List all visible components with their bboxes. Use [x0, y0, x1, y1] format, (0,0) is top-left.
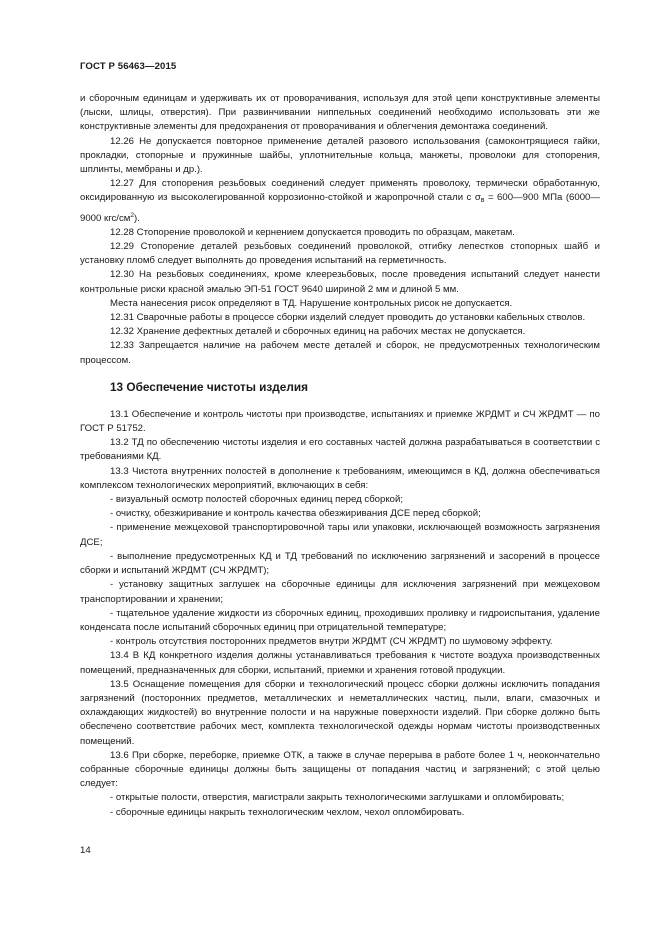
paragraph-12-29: 12.29 Стопорение деталей резьбовых соединений проволокой, отгибку лепестков стопорных шайб и установку пломб следует выполнять до проведения испытаний на герметичность.: [80, 241, 600, 267]
paragraph-12-27-text: 12.27 Для стопорения резьбовых соединений следует применять проволоку, термически обработанную, оксидированную из высоколегированной коррозионно-стойкой и жаропрочной стали с σ: [80, 178, 600, 204]
document-body: [80, 92, 600, 820]
list-item: - очистку, обезжиривание и контроль качества обезжиривания ДСЕ перед сборкой;: [110, 508, 481, 520]
list-item: - применение межцеховой транспортировочной тары или упаковки, исключающей возможность загрязнения ДСЕ;: [80, 522, 600, 548]
paragraph-12-32: 12.32 Хранение дефектных деталей и сборочных единиц на рабочих местах не допускается.: [110, 326, 526, 338]
page-number: 14: [80, 845, 91, 856]
list-item: - выполнение предусмотренных КД и ТД требований по исключению загрязнений и засорений в процессе сборки и испытаний ЖРДМТ (СЧ ЖРДМТ);: [80, 550, 600, 577]
document-header: ГОСТ Р 56463—2015: [80, 61, 177, 72]
paragraph-12-30-note: Места нанесения рисок определяют в ТД. Нарушение контрольных рисок не допускается.: [110, 297, 513, 309]
paragraph-12-31: 12.31 Сварочные работы в процессе сборки изделий следует проводить до установки кабельных стволов.: [110, 312, 586, 324]
paragraph-12-28: 12.28 Стопорение проволокой и кернением допускается проводить по образцам, макетам.: [110, 226, 515, 238]
paragraph-continuation: и сборочным единицам и удерживать их от проворачивания, используя для этой цепи конструктивные элементы (лыски, шлицы, отверстия). При развинчивании ниппельных соединений необходимо использовать эти же конструктивные элементы для предохранения от проворачивания и облегчения демонтажа соединений.: [80, 93, 600, 133]
paragraph-13-5: 13.5 Оснащение помещения для сборки и технологический процесс сборки должны исключить попадания загрязнений (посторонних предметов, металлических и неметаллических частиц, пыли, влаги, смазочных и охлаждающих жидкостей) во внутренние полости и на наружные поверхности изделий. При сборке должно быть обеспечено соответствие рабочих мест, комплекта технологической одежды нормам чистоты производственных помещений.: [80, 678, 600, 747]
list-item: - открытые полости, отверстия, магистрали закрыть технологическими заглушками и опломбировать;: [110, 792, 565, 804]
sigma-subscript: в: [480, 197, 485, 205]
paragraph-12-30: 12.30 На резьбовых соединениях, кроме клеерезьбовых, после проведения испытаний следует нанести контрольные риски красной эмалью ЭП-51 ГОСТ 9640 шириной 2 мм и длиной 5 мм.: [80, 269, 600, 295]
paragraph-12-33: 12.33 Запрещается наличие на рабочем месте деталей и сборок, не предусмотренных технологическим процессом.: [80, 340, 600, 366]
list-item: - установку защитных заглушек на сборочные единицы для исключения загрязнений при межцеховом транспортировании и хранении;: [80, 579, 600, 605]
paragraph-12-27-end: ).: [133, 212, 140, 224]
list-item: - сборочные единицы накрыть технологическим чехлом, чехол опломбировать.: [110, 806, 465, 818]
paragraph-13-1: 13.1 Обеспечение и контроль чистоты при производстве, испытаниях и приемке ЖРДМТ и СЧ ЖРДМТ — по ГОСТ Р 51752.: [80, 408, 600, 435]
paragraph-13-2: 13.2 ТД по обеспечению чистоты изделия и его составных частей должна разрабатываться в соответствии с требованиями КД.: [80, 437, 600, 463]
paragraph-13-3: 13.3 Чистота внутренних полостей в дополнение к требованиям, имеющимся в КД, должна обеспечиваться комплексом технологических мероприятий, включающих в себя:: [80, 465, 600, 491]
list-item: - тщательное удаление жидкости из сборочных единиц, проходивших проливку и гидроиспытания, удаление конденсата после испытаний сборочных единиц при отрицательной температуре;: [80, 607, 600, 633]
paragraph-12-27-value: = 600—900 МПа (6000—9000 кгс/см: [80, 192, 600, 224]
paragraph-13-6: 13.6 При сборке, переборке, приемке ОТК, а также в случае перерыва в работе более 1 ч, неокончательно собранные сборочные единицы должны быть защищены от попадания частиц и загрязнений; с этой целью следует:: [80, 749, 600, 790]
paragraph-12-27: [80, 177, 600, 226]
unit-superscript: 2: [130, 211, 134, 219]
list-item: - контроль отсутствия посторонних предметов внутри ЖРДМТ (СЧ ЖРДМТ) по шумовому эффекту.: [110, 636, 553, 648]
section-heading: 13 Обеспечение чистоты изделия: [110, 379, 308, 394]
paragraph-13-4: 13.4 В КД конкретного изделия должны устанавливаться требования к чистоте воздуха производственных помещений, предназначенных для сборки, испытаний, приемки и хранения готовой продукции.: [80, 650, 600, 676]
list-item: - визуальный осмотр полостей сборочных единиц перед сборкой;: [110, 494, 404, 506]
paragraph-12-26: 12.26 Не допускается повторное применение деталей разового использования (самоконтрящиеся гайки, прокладки, стопорные и пружинные шайбы, уплотнительные кольца, манжеты, проволоки для стопорения, шплинты, мембраны и др.).: [80, 135, 600, 176]
